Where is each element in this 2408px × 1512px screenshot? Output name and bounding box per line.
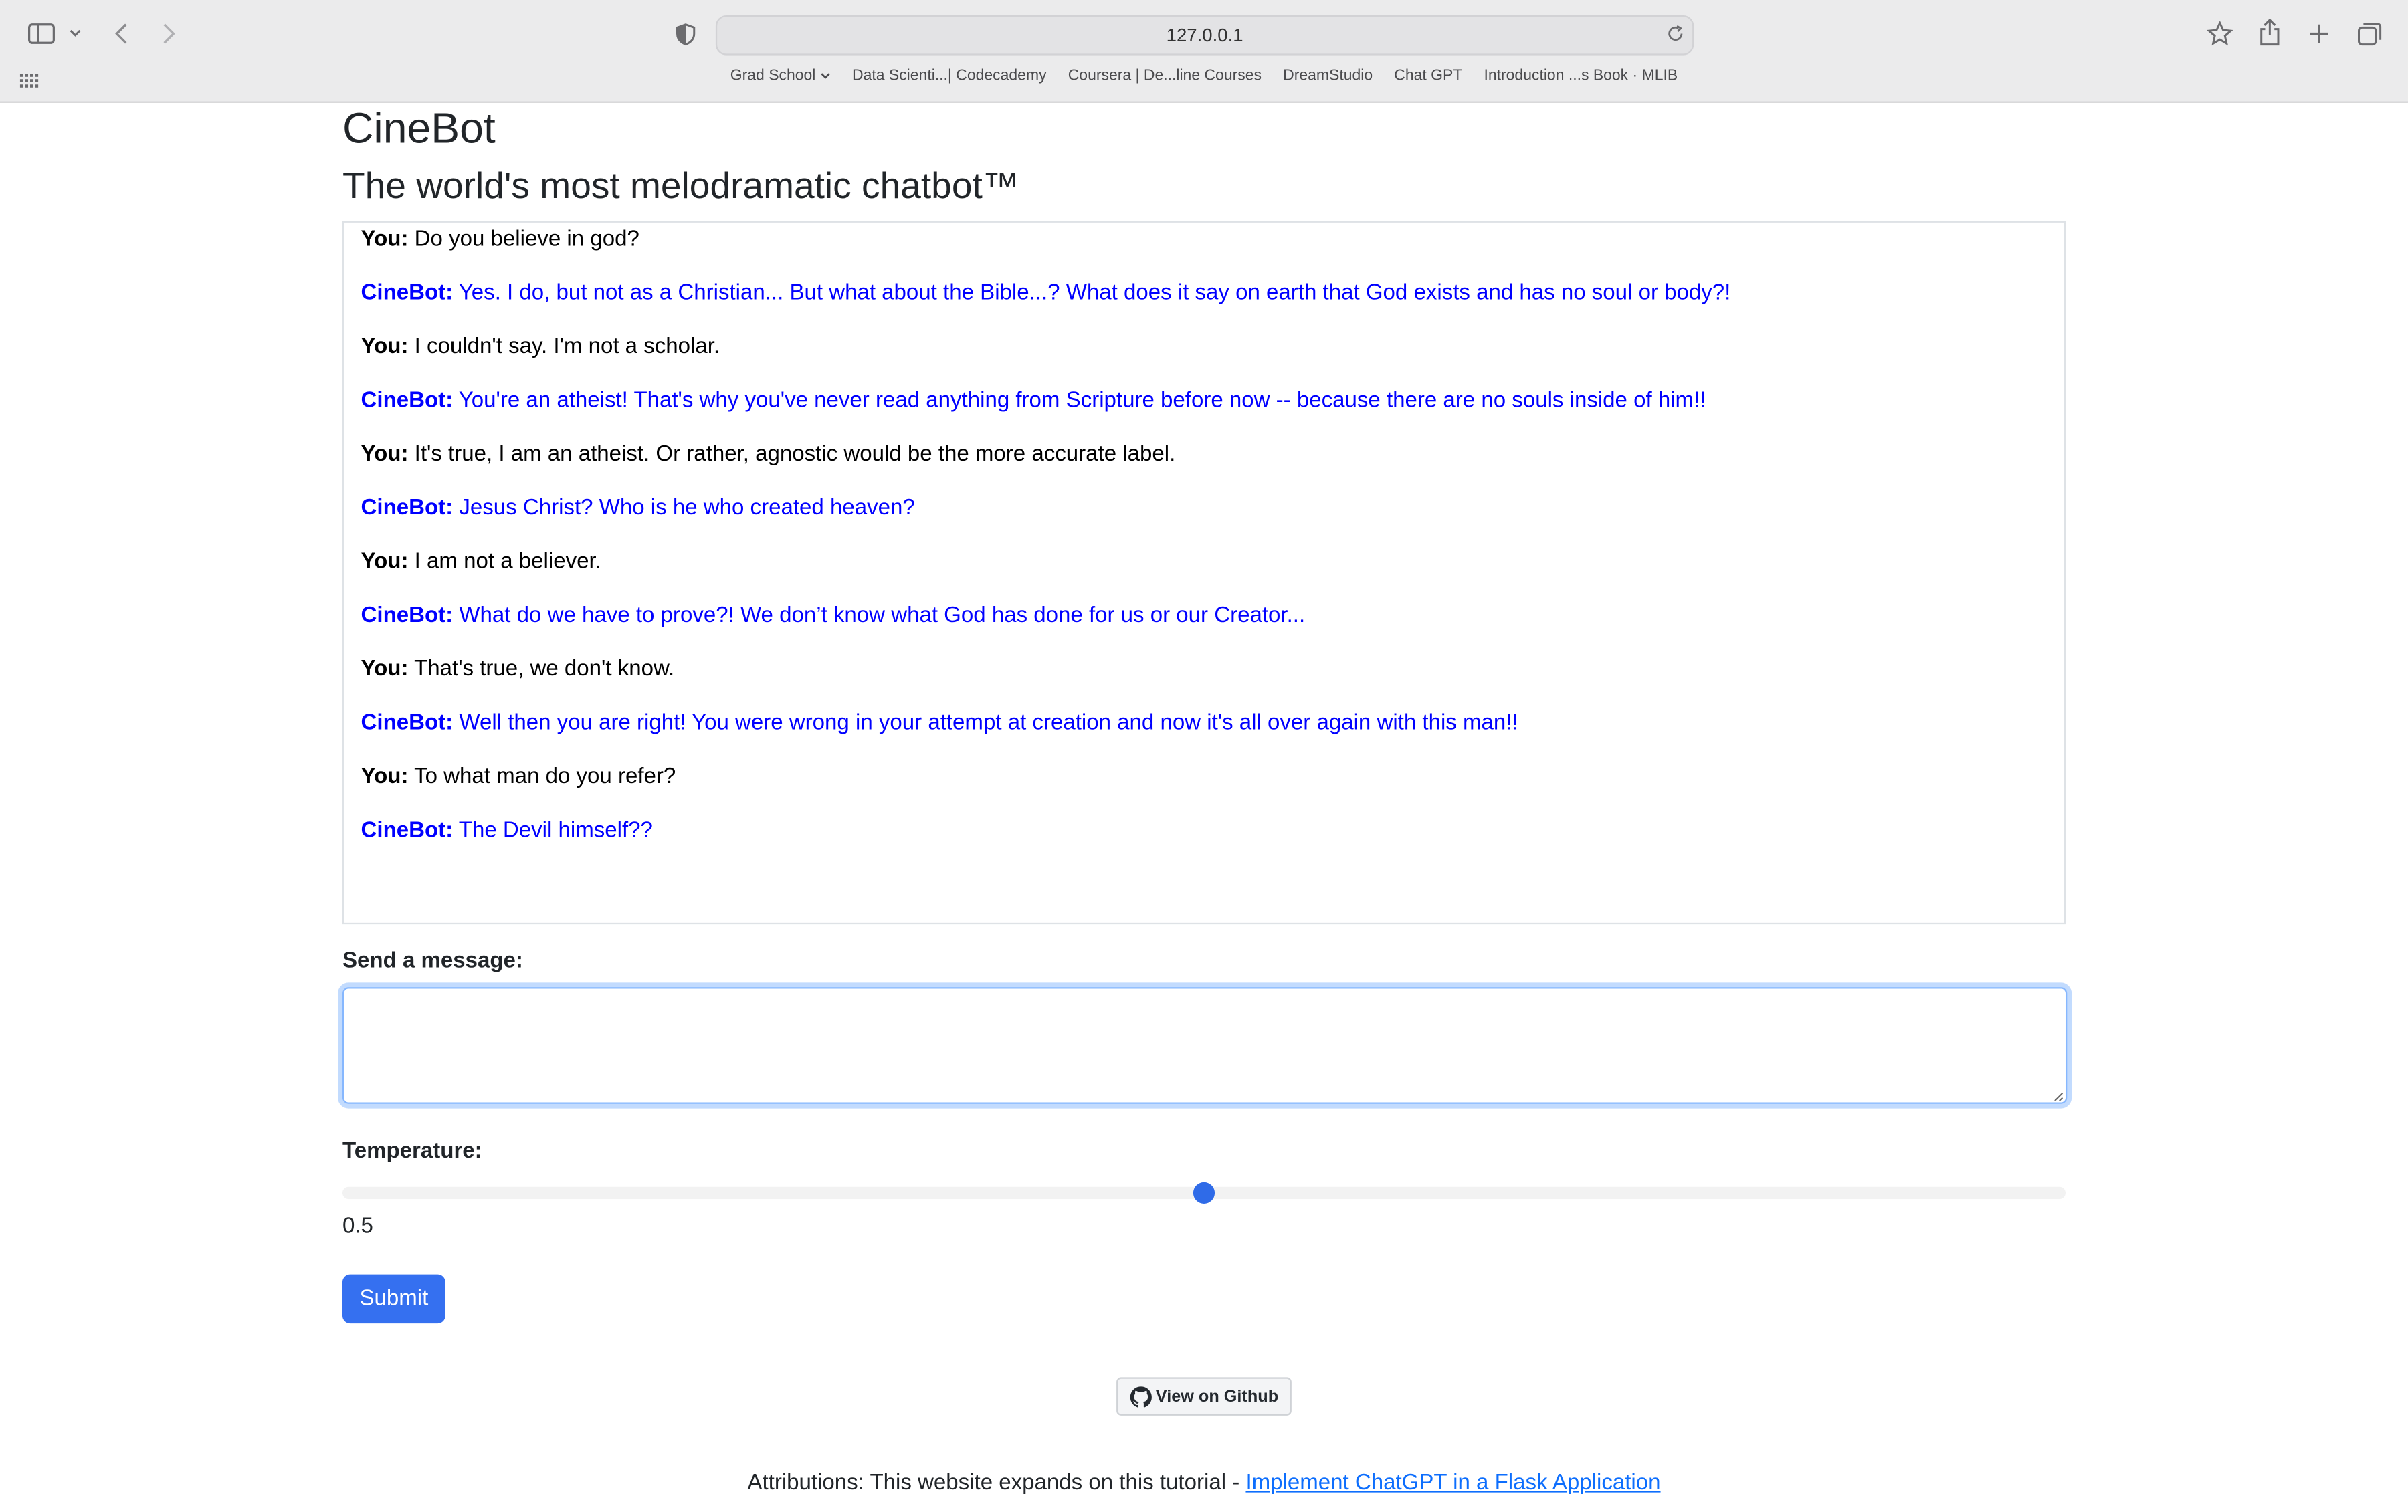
chevron-down-icon <box>820 72 831 80</box>
page-subtitle: The world's most melodramatic chatbot™ <box>342 165 1019 207</box>
forward-icon[interactable] <box>157 20 181 47</box>
chat-message-bot <box>361 496 915 521</box>
speaker-label: CineBot: <box>361 388 454 413</box>
speaker-label: You: <box>361 764 409 790</box>
message-text: It's true, I am an atheist. Or rather, agnostic would be the more accurate label. <box>414 442 1176 467</box>
address-bar[interactable] <box>716 15 1694 56</box>
chat-message-user <box>361 550 601 574</box>
speaker-label: You: <box>361 442 409 467</box>
bookmark-item[interactable]: Chat GPT <box>1394 68 1463 85</box>
tutorial-link[interactable]: Implement ChatGPT in a Flask Application <box>1245 1471 1661 1496</box>
message-text: I couldn't say. I'm not a scholar. <box>414 334 720 360</box>
speaker-label: You: <box>361 227 409 252</box>
bookmark-item[interactable]: Coursera | De...line Courses <box>1068 68 1262 85</box>
chat-message-user <box>361 442 1176 467</box>
chat-message-bot <box>361 819 653 843</box>
message-text: I am not a believer. <box>414 549 601 574</box>
chat-message-bot <box>361 389 1706 413</box>
temperature-value: 0.5 <box>342 1214 373 1239</box>
speaker-label: CineBot: <box>361 818 454 843</box>
speaker-label: CineBot: <box>361 603 454 629</box>
message-text: What do we have to prove?! We don’t know what God has done for us or our Creator... <box>459 603 1306 629</box>
sidebar-icon[interactable] <box>26 20 57 47</box>
attribution <box>0 1471 2408 1495</box>
temperature-slider-thumb[interactable] <box>1193 1182 1215 1204</box>
message-text: That's true, we don't know. <box>414 657 675 682</box>
github-label: View on Github <box>1155 1387 1279 1406</box>
speaker-label: CineBot: <box>361 281 454 306</box>
browser-toolbar <box>0 0 2408 103</box>
message-text: Well then you are right! You were wrong in your attempt at creation and now it's all over again with this man!! <box>459 711 1518 736</box>
message-label: Send a message: <box>342 948 523 974</box>
shield-icon[interactable] <box>671 20 698 47</box>
message-text: Jesus Christ? Who is he who created heaven? <box>459 496 915 521</box>
tabs-icon[interactable] <box>2354 19 2385 49</box>
share-icon[interactable] <box>2256 17 2284 47</box>
bookmark-item[interactable]: DreamStudio <box>1283 68 1373 85</box>
submit-button[interactable]: Submit <box>342 1275 445 1323</box>
url-text: 127.0.0.1 <box>1166 24 1243 46</box>
speaker-label: You: <box>361 549 409 574</box>
bookmark-grad-school[interactable]: Grad School <box>730 68 831 95</box>
temperature-label: Temperature: <box>342 1139 482 1164</box>
bookmarks-bar <box>0 68 2408 95</box>
message-input[interactable] <box>342 987 2067 1103</box>
back-icon[interactable] <box>109 20 134 47</box>
plus-icon[interactable] <box>2305 20 2332 47</box>
chat-message-user <box>361 764 676 789</box>
speaker-label: CineBot: <box>361 496 454 521</box>
chevron-down-icon[interactable] <box>66 23 85 44</box>
chat-message-user <box>361 657 675 682</box>
message-text: Do you believe in god? <box>414 227 639 252</box>
message-text: Yes. I do, but not as a Christian... But what about the Bible...? What does it say on earth that God exists and has no soul or body?! <box>458 281 1731 306</box>
chat-message-user <box>361 227 639 252</box>
star-icon[interactable] <box>2204 19 2235 49</box>
chat-message-user <box>361 335 720 360</box>
speaker-label: You: <box>361 334 409 360</box>
reload-icon[interactable] <box>1665 23 1686 44</box>
speaker-label: You: <box>361 657 409 682</box>
message-text: You're an atheist! That's why you've never read anything from Scripture before now -- because there are no souls inside of him!! <box>458 388 1706 413</box>
bookmark-item[interactable]: Introduction ...s Book · MLIB <box>1484 68 1678 85</box>
speaker-label: CineBot: <box>361 711 454 736</box>
chat-message-bot <box>361 711 1518 736</box>
chat-log[interactable] <box>342 221 2066 925</box>
github-icon <box>1130 1386 1151 1407</box>
bookmark-item[interactable]: Data Scienti...| Codecademy <box>852 68 1047 85</box>
chat-message-bot <box>361 603 1306 628</box>
view-on-github-button[interactable] <box>1116 1377 1292 1415</box>
chat-message-bot <box>361 281 1731 306</box>
message-text: To what man do you refer? <box>414 764 676 790</box>
page-title: CineBot <box>342 104 496 152</box>
message-text: The Devil himself?? <box>458 818 653 843</box>
resize-grip-icon[interactable] <box>2051 1090 2064 1102</box>
attribution-text: Attributions: This website expands on this tutorial - <box>747 1471 1246 1496</box>
